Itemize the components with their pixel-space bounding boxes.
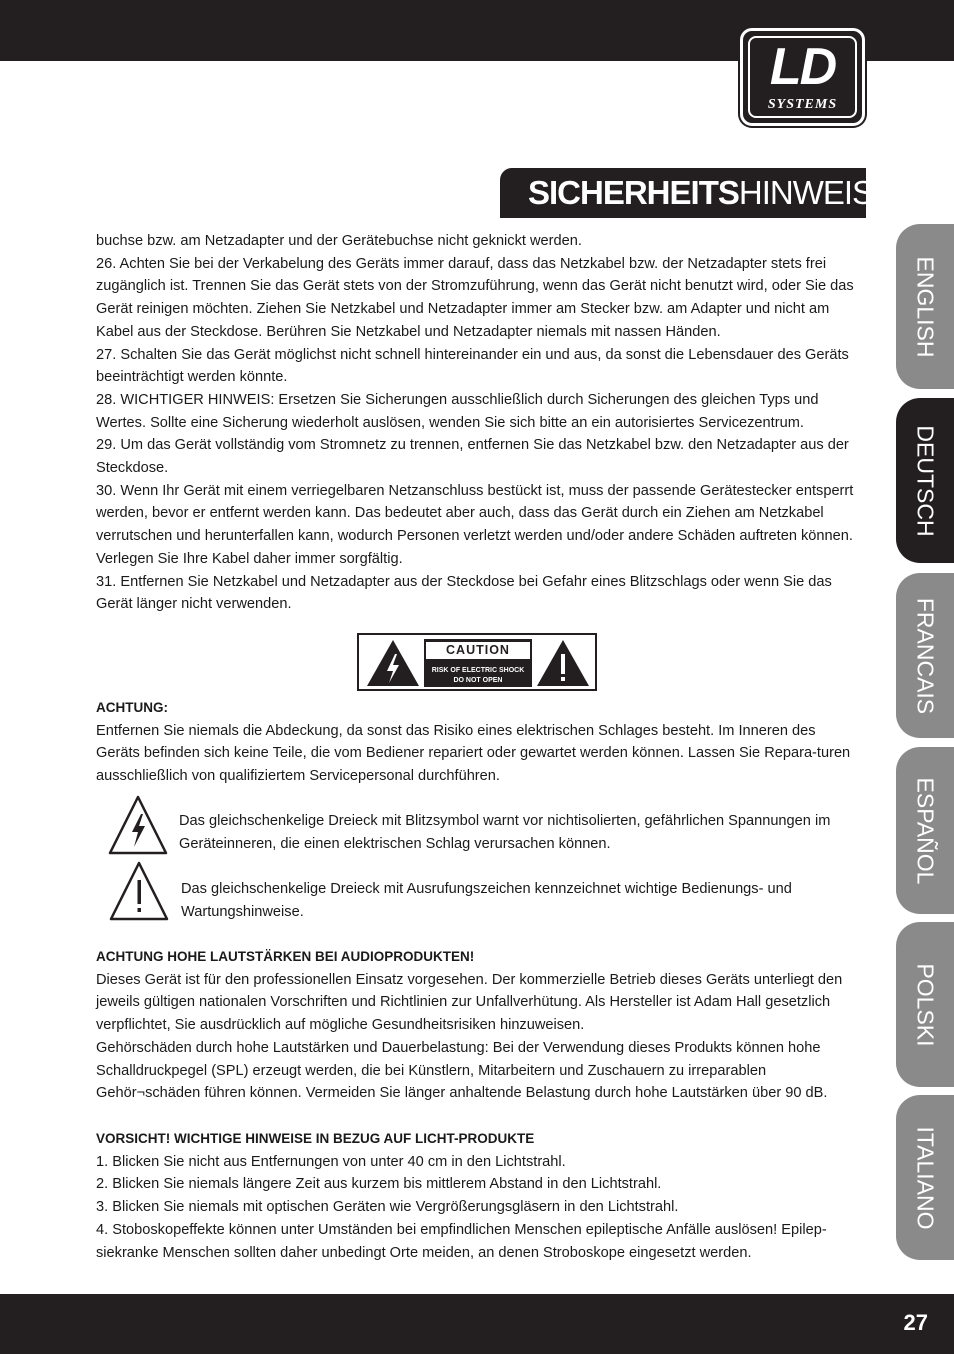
volume-heading: ACHTUNG HOHE LAUTSTÄRKEN BEI AUDIOPRODUKTEN! (96, 949, 475, 964)
paragraph-continued: buchse bzw. am Netzadapter und der Gerätebuchse nicht geknickt werden. (96, 233, 582, 249)
volume-paragraph-1: Dieses Gerät ist für den professionellen Einsatz vorgesehen. Der kommerzielle Betrieb dieses Geräts unterliegt den jeweils gültigen nationalen Vorschriften und Richtlinien zur Unfallverhütung. Als Hersteller ist Adam Hall gesetzlich verpflichtet, Sie ausdrücklich auf mögliche Gesundheitsrisiken hinzuweisen. (96, 971, 843, 1034)
bottom-bar (0, 1294, 954, 1354)
tab-english[interactable] (896, 224, 954, 389)
page-title-bold: SICHERHEITS (528, 174, 739, 211)
lightning-triangle-icon (107, 794, 169, 856)
tab-espanol[interactable] (896, 747, 954, 914)
tab-italiano[interactable] (896, 1095, 954, 1260)
light-item-1: 1. Blicken Sie nicht aus Entfernungen von unter 40 cm in den Lichtstrahl. (96, 1153, 566, 1170)
page-number: 27 (903, 1310, 928, 1335)
volume-section (96, 946, 858, 1105)
paragraph-26: 26. Achten Sie bei der Verkabelung des Geräts immer darauf, dass das Netzkabel bzw. der Netzadapter stets frei zugänglich ist. Trennen Sie das Gerät stets von der Stromzuführung, wenn das Gerät nicht benutzt wird, oder Sie das Gerät reinigen möchten. Ziehen Sie Netzkabel und Netzadapter immer am Stecker bzw. am Adapter und nicht am Kabel aus der Steckdose. Berühren Sie Netzkabel und Netzadapter niemals mit nassen Händen. (96, 255, 854, 340)
caution-subtext-line2: DO NOT OPEN (453, 677, 503, 684)
safety-instructions (96, 230, 858, 616)
light-item-2: 2. Blicken Sie niemals längere Zeit aus kurzem bis mittlerem Abstand in den Lichtstrahl. (96, 1176, 662, 1193)
tab-polski[interactable] (896, 922, 954, 1087)
exclamation-triangle-icon (108, 860, 170, 922)
page-title-light: HINWEISE: (738, 174, 903, 211)
volume-paragraph-2: Gehörschäden durch hohe Lautstärken und Dauerbelastung: Bei der Verwendung dieses Produkts können hohe Schalldruckpegel (SPL) erzeugt werden, die bei Künstlern, Mitarbeitern und Zuschauern zu irreparablen Gehör¬schäden führen können. Vermeiden Sie länger anhaltende Belastung durch hohe Lautstärken über 90 dB. (96, 1039, 828, 1102)
ld-systems-logo (740, 28, 865, 126)
tab-polski-label: POLSKI (912, 962, 939, 1047)
caution-center-panel (424, 639, 532, 687)
paragraph-29: 29. Um das Gerät vollständig vom Stromnetz zu trennen, entfernen Sie das Netzkabel bzw. den Netzadapter aus der Steckdose. (96, 437, 849, 477)
caution-label (357, 633, 597, 691)
tab-english-label: ENGLISH (912, 256, 939, 357)
tab-deutsch[interactable] (896, 398, 954, 563)
exclamation-warning-icon (535, 638, 591, 688)
lightning-symbol-description: Das gleichschenkelige Dreieck mit Blitzsymbol warnt vor nichtisolierten, gefährlichen Spannungen im Geräteinneren, die einen elektrischen Schlag verursachen können. (179, 813, 831, 852)
logo-systems-text: SYSTEMS (767, 97, 838, 112)
caution-subtext (424, 666, 532, 686)
paragraph-27: 27. Schalten Sie das Gerät möglichst nicht schnell hintereinander ein und aus, da sonst die Lebensdauer des Geräts beeinträchtigt werden könnte. (96, 346, 849, 386)
light-item-4: 4. Stoboskopeffekte können unter Umständen bei empfindlichen Menschen epileptische Anfälle auslösen! Epilep-siekranke Menschen sollten daher unbedingt Orte meiden, an denen Stroboskope eingesetzt werden. (96, 1221, 827, 1261)
light-heading: VORSICHT! WICHTIGE HINWEISE IN BEZUG AUF LICHT-PRODUKTE (96, 1131, 535, 1146)
tab-francais-label: FRANCAIS (912, 597, 939, 714)
exclamation-symbol-description: Das gleichschenkelige Dreieck mit Ausrufungszeichen kennzeichnet wichtige Bedienungs- und Wartungshinweise. (181, 881, 792, 920)
caution-title: CAUTION (426, 642, 530, 659)
caution-subtext-line1: RISK OF ELECTRIC SHOCK (431, 667, 525, 674)
paragraph-31: 31. Entfernen Sie Netzkabel und Netzadapter aus der Steckdose bei Gefahr eines Blitzschlags oder wenn Sie das Gerät länger nicht verwenden. (96, 573, 832, 613)
tab-francais[interactable] (896, 573, 954, 738)
light-item-3: 3. Blicken Sie niemals mit optischen Geräten wie Vergrößerungsgläsern in den Lichtstrahl. (96, 1199, 679, 1216)
paragraph-28: 28. WICHTIGER HINWEIS: Ersetzen Sie Sicherungen ausschließlich durch Sicherungen des gleichen Typs und Wertes. Sollte eine Sicherung wiederholt auslösen, wenden Sie sich bitte an ein autorisiertes Servicezentrum. (96, 391, 819, 431)
achtung-heading: ACHTUNG: (96, 700, 168, 715)
achtung-text: Entfernen Sie niemals die Abdeckung, da sonst das Risiko eines elektrischen Schlages besteht. Im Inneren des Geräts befinden sich keine Teile, die vom Bediener repariert oder gewartet werden können. Lassen Sie Repara-turen ausschließlich von qualifiziertem Servicepersonal durchführen. (96, 722, 851, 785)
paragraph-30: 30. Wenn Ihr Gerät mit einem verriegelbaren Netzanschluss bestückt ist, muss der passende Gerätestecker entsperrt werden, bevor er entfernt werden kann. Das bedeutet aber auch, dass das Gerät durch ein Ziehen am Netzkabel verrutschen und herunterfallen kann, wodurch Personen verletzt werden und/oder andere Schäden auftreten können. Verlegen Sie Ihre Kabel daher immer sorgfältig. (96, 482, 854, 567)
tab-deutsch-label: DEUTSCH (912, 424, 939, 537)
tab-espanol-label: ESPAÑOL (912, 777, 939, 884)
page-title (500, 168, 903, 218)
achtung-section (96, 697, 858, 788)
lightning-warning-icon (365, 638, 421, 688)
light-section (96, 1128, 858, 1264)
tab-italiano-label: ITALIANO (912, 1125, 939, 1230)
logo-ld-text: LD (769, 38, 836, 96)
